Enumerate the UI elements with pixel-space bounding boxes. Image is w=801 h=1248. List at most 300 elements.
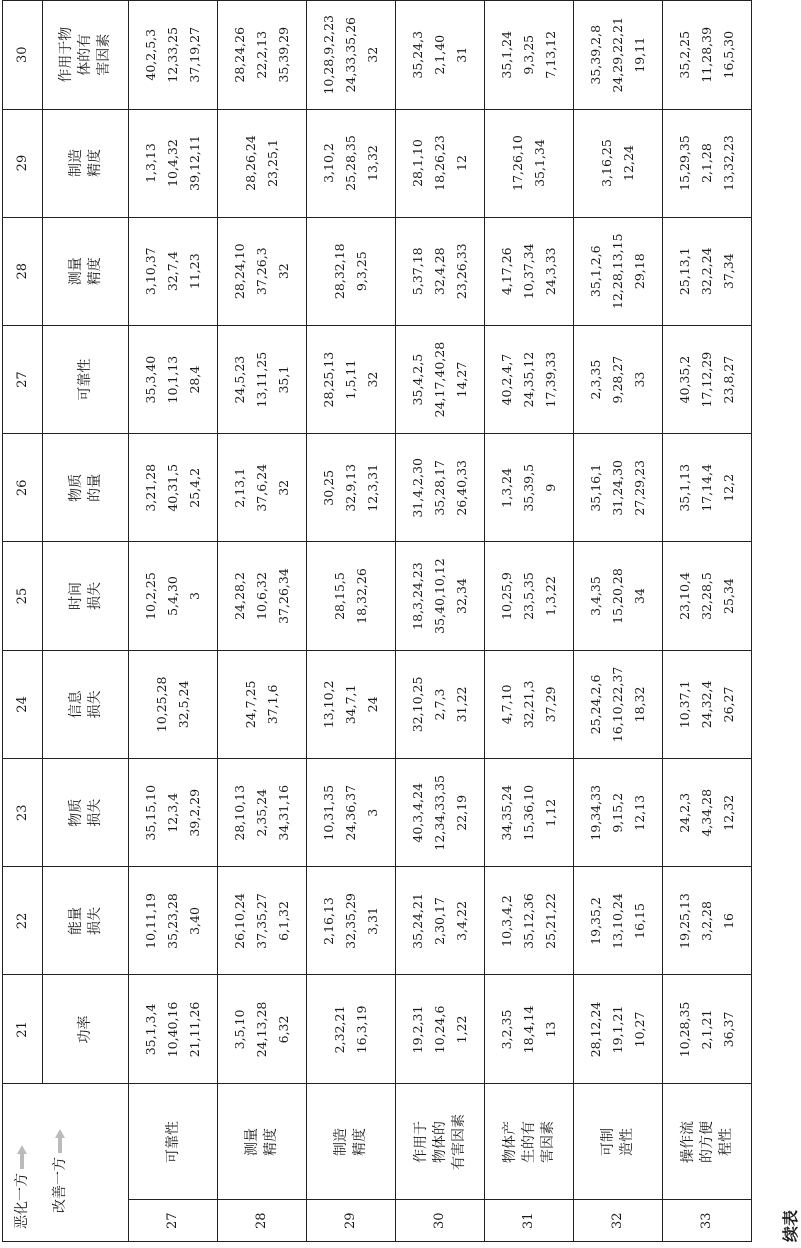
principle-list-line: 28,25,13 — [321, 351, 336, 408]
matrix-cell — [307, 325, 396, 433]
principle-list-line: 23,26,33 — [454, 243, 469, 300]
principle-list-line: 2,16,13 — [321, 897, 336, 945]
principle-list-line: 28,4 — [187, 365, 202, 394]
matrix-cell — [129, 217, 218, 325]
matrix-cell — [574, 975, 663, 1084]
principle-list-line: 32,34 — [454, 578, 469, 614]
principle-list-line: 18,32,26 — [354, 568, 369, 624]
parameter-name-line: 测量 — [67, 257, 84, 286]
principle-list-line: 2,1,40 — [432, 34, 447, 75]
principle-list-line: 27,29,23 — [632, 459, 647, 516]
parameter-name-line: 物体的 — [431, 1120, 448, 1163]
principle-list-line: 16,10,22,37 — [610, 666, 625, 743]
principle-list-line: 28,26,24 — [243, 135, 258, 191]
principle-list-line: 12,24 — [621, 145, 636, 181]
matrix-cell — [663, 759, 752, 867]
principle-list-line: 24,5,23 — [232, 355, 247, 404]
matrix-cell — [218, 217, 307, 325]
matrix-cell — [485, 650, 574, 758]
principle-list-line: 7,13,12 — [543, 30, 558, 79]
parameter-name-line: 的方便 — [698, 1120, 715, 1163]
principle-list-line: 19,1,21 — [610, 1005, 625, 1054]
principle-list-line: 19,25,13 — [677, 893, 692, 949]
matrix-cell — [663, 109, 752, 217]
column-parameter-name — [43, 109, 129, 217]
row-parameter-name — [574, 1084, 663, 1200]
principle-list-line: 13,10,2 — [321, 680, 336, 729]
matrix-cell — [396, 759, 485, 867]
principle-list-line: 35,16,1 — [588, 463, 603, 512]
principle-list-line: 3,40 — [187, 907, 202, 935]
matrix-cell — [574, 867, 663, 975]
principle-list-line: 30,25 — [321, 469, 336, 506]
principle-list-line: 34,31,16 — [276, 784, 291, 841]
principle-list-line: 25,34 — [721, 578, 736, 614]
matrix-cell — [485, 434, 574, 542]
principle-list-line: 13,11,25 — [254, 351, 269, 408]
principle-list-line: 3,31 — [365, 907, 380, 935]
row-parameter-name — [218, 1084, 307, 1200]
parameter-name-line: 精度 — [86, 257, 103, 286]
row-parameter-name — [663, 1084, 752, 1200]
principle-list-line: 37,1,6 — [265, 684, 280, 725]
principle-list-line: 10,2,25 — [143, 572, 158, 620]
principle-list-line: 35,39,2,8 — [588, 24, 603, 85]
principle-list-line: 32,21,3 — [521, 680, 536, 729]
principle-list-line: 10,24,6 — [432, 1005, 447, 1054]
principle-list-line: 19,11 — [632, 36, 647, 73]
principle-list-line: 34,7,1 — [343, 684, 358, 725]
principle-list-line: 3,5,10 — [232, 1009, 247, 1050]
principle-list-line: 10,27 — [632, 1011, 647, 1048]
principle-list-line: 9,3,25 — [354, 251, 369, 292]
principle-list-line: 3 — [187, 592, 202, 601]
principle-list-line: 10,31,35 — [321, 784, 336, 841]
column-number: 22 — [3, 867, 43, 975]
column-parameter-name — [43, 542, 129, 650]
principle-list-line: 25,13,1 — [677, 247, 692, 296]
principle-list-line: 6,32 — [276, 1015, 291, 1044]
principle-list-line: 35,24,3 — [410, 30, 425, 79]
column-parameter-name — [43, 759, 129, 867]
principle-list-line: 35,2,25 — [677, 30, 692, 79]
principle-list-line: 12,3,4 — [165, 792, 180, 833]
table-row — [307, 1, 396, 1242]
principle-list-line: 24,7,25 — [243, 680, 258, 729]
principle-list-line: 3,2,28 — [699, 901, 714, 941]
matrix-cell — [485, 867, 574, 975]
matrix-cell — [129, 542, 218, 650]
principle-list-line: 32 — [276, 479, 291, 496]
principle-list-line: 35,1,2,6 — [588, 245, 603, 298]
principle-list-line: 2,35,24 — [254, 788, 269, 837]
principle-list-line: 35,40,10,12 — [432, 558, 447, 634]
table-row — [129, 1, 218, 1242]
row-parameter-name — [485, 1084, 574, 1200]
parameter-name-line: 损失 — [86, 798, 103, 827]
parameter-name-line: 损失 — [86, 690, 103, 719]
principle-list-line: 35,28,17 — [432, 459, 447, 516]
principle-list-line: 4,17,26 — [499, 247, 514, 296]
principle-list-line: 3,10,2 — [321, 143, 336, 183]
principle-list-line: 37,35,27 — [254, 893, 269, 949]
matrix-cell — [218, 325, 307, 433]
principle-list-line: 24,28,2 — [232, 572, 247, 620]
matrix-cell — [485, 542, 574, 650]
improve-label: 改善一方 — [52, 1157, 68, 1213]
principle-list-line: 10,1,13 — [165, 355, 180, 404]
principle-list-line: 2,32,21 — [332, 1005, 347, 1054]
parameter-name-line: 信息 — [67, 690, 84, 719]
parameter-name-line: 物体产 — [501, 1120, 518, 1163]
principle-list-line: 12,13 — [632, 794, 647, 831]
row-number: 27 — [129, 1200, 218, 1242]
principle-list-line: 24,33,35,26 — [343, 17, 358, 93]
principle-list-line: 28,32,18 — [332, 243, 347, 300]
matrix-cell — [307, 434, 396, 542]
matrix-cell — [307, 975, 396, 1084]
matrix-cell — [218, 759, 307, 867]
principle-list-line: 1,3,24 — [499, 467, 514, 508]
principle-list-line: 12,28,13,15 — [610, 233, 625, 309]
principle-list-line: 37,26,3 — [254, 247, 269, 296]
principle-list-line: 31,24,30 — [610, 459, 625, 516]
matrix-cell — [574, 1, 663, 110]
row-parameter-name — [307, 1084, 396, 1200]
matrix-cell — [129, 867, 218, 975]
principle-list-line: 25,21,22 — [543, 893, 558, 949]
principle-list-line: 23,5,35 — [521, 572, 536, 620]
matrix-cell — [218, 542, 307, 650]
parameter-name-line: 功率 — [77, 1015, 93, 1044]
principle-list-line: 25,24,2,6 — [588, 674, 603, 735]
principle-list-line: 1,22 — [454, 1015, 469, 1044]
principle-list-line: 11,23 — [187, 253, 202, 290]
principle-list-line: 10,4,32 — [165, 139, 180, 187]
matrix-cell — [396, 650, 485, 758]
parameter-name-line: 制造 — [333, 1127, 349, 1156]
principle-list-line: 35,1,3,4 — [143, 1003, 158, 1056]
column-parameter-name — [43, 325, 129, 433]
principle-list-line: 5,37,18 — [410, 247, 425, 296]
principle-list-line: 13,32 — [365, 145, 380, 181]
parameter-name-line: 损失 — [86, 582, 103, 611]
principle-list-line: 32,4,28 — [432, 247, 447, 296]
principle-list-line: 3,16,25 — [599, 139, 614, 187]
principle-list-line: 24,35,12 — [521, 351, 536, 408]
principle-list-line: 32,7,4 — [165, 251, 180, 292]
principle-list-line: 28,24,26 — [232, 26, 247, 83]
principle-list-line: 1,3,22 — [543, 576, 558, 616]
principle-list-line: 9,15,2 — [610, 792, 625, 833]
matrix-cell — [574, 759, 663, 867]
principle-list-line: 35,23,28 — [165, 893, 180, 949]
matrix-cell — [485, 217, 574, 325]
principle-list-line: 17,26,10 — [510, 135, 525, 191]
principle-list-line: 35,39,5 — [521, 463, 536, 512]
principle-list-line: 3,4,22 — [454, 901, 469, 941]
principle-list-line: 24,36,37 — [343, 784, 358, 841]
principle-list-line: 10,28,35 — [677, 1001, 692, 1058]
principle-list-line: 19,34,33 — [588, 784, 603, 841]
principle-list-line: 5,4,30 — [165, 576, 180, 616]
principle-list-line: 35,1 — [276, 365, 291, 394]
matrix-cell — [663, 867, 752, 975]
matrix-cell — [663, 542, 752, 650]
principle-list-line: 11,28,39 — [699, 26, 714, 83]
parameter-name-line: 物质 — [67, 798, 84, 827]
principle-list-line: 23,10,4 — [677, 572, 692, 620]
column-number: 27 — [3, 325, 43, 433]
row-number: 29 — [307, 1200, 396, 1242]
principle-list-line: 1,12 — [543, 798, 558, 827]
arrow-right-icon — [17, 1145, 27, 1169]
matrix-cell — [574, 542, 663, 650]
principle-list-line: 3,10,37 — [143, 247, 158, 296]
principle-list-line: 40,31,5 — [165, 463, 180, 512]
principle-list-line: 32 — [365, 46, 380, 63]
row-parameter-name — [396, 1084, 485, 1200]
parameter-name-line: 体的有 — [77, 33, 93, 76]
principle-list-line: 15,29,35 — [677, 135, 692, 191]
principle-list-line: 24,29,22,21 — [610, 17, 625, 93]
column-number: 29 — [3, 109, 43, 217]
principle-list-line: 37,34 — [721, 253, 736, 290]
principle-list-line: 10,37,1 — [677, 680, 692, 729]
parameter-name-line: 可靠性 — [77, 358, 93, 401]
column-number: 30 — [3, 1, 43, 110]
principle-list-line: 32,10,25 — [410, 676, 425, 733]
principle-list-line: 33 — [632, 371, 647, 388]
parameter-name-line: 的量 — [86, 473, 103, 502]
parameter-name-line: 作用于 — [412, 1120, 429, 1163]
principle-list-line: 16 — [721, 913, 736, 929]
principle-list-line: 40,2,5,3 — [143, 28, 158, 81]
matrix-cell — [396, 217, 485, 325]
row-number: 28 — [218, 1200, 307, 1242]
parameter-name-line: 制造 — [67, 149, 84, 178]
principle-list-line: 24 — [365, 696, 380, 713]
parameter-name-line: 测量 — [244, 1127, 260, 1156]
column-number: 25 — [3, 542, 43, 650]
column-parameter-name — [43, 650, 129, 758]
matrix-cell — [574, 650, 663, 758]
principle-list-line: 25,28,35 — [343, 135, 358, 191]
principle-list-line: 9 — [543, 483, 558, 492]
parameter-name-line: 生的有 — [520, 1120, 537, 1163]
matrix-cell — [307, 109, 396, 217]
parameter-name-line: 损失 — [86, 906, 103, 935]
principle-list-line: 37,6,24 — [254, 463, 269, 512]
principle-list-line: 32 — [276, 263, 291, 280]
column-parameter-name — [43, 975, 129, 1084]
principle-list-line: 34,35,24 — [499, 784, 514, 841]
principle-list-line: 40,2,4,7 — [499, 353, 514, 406]
parameter-name-line: 有害因素 — [450, 1113, 467, 1170]
principle-list-line: 9,28,27 — [610, 355, 625, 404]
matrix-cell — [129, 759, 218, 867]
principle-list-line: 31,22 — [454, 686, 469, 723]
matrix-cell — [307, 542, 396, 650]
principle-list-line: 19,35,2 — [588, 897, 603, 945]
matrix-cell — [218, 109, 307, 217]
principle-list-line: 35,12,36 — [521, 893, 536, 949]
principle-list-line: 3,21,28 — [143, 463, 158, 512]
principle-list-line: 2,30,17 — [432, 897, 447, 945]
column-parameter-name — [43, 867, 129, 975]
matrix-cell — [129, 975, 218, 1084]
principle-list-line: 13,10,24 — [610, 893, 625, 949]
principle-list-line: 31 — [454, 46, 469, 63]
table-row — [485, 1, 574, 1242]
column-parameter-name — [43, 217, 129, 325]
principle-list-line: 10,6,32 — [254, 572, 269, 620]
parameter-name-line: 作用于物 — [58, 26, 74, 83]
principle-list-line: 1,5,11 — [343, 359, 358, 400]
parameter-name-line: 可靠性 — [164, 1120, 181, 1163]
matrix-cell — [396, 434, 485, 542]
matrix-cell — [396, 109, 485, 217]
parameter-name-line: 害因素 — [539, 1120, 556, 1163]
principle-list-line: 16,3,19 — [354, 1005, 369, 1054]
principle-list-line: 28,12,24 — [588, 1001, 603, 1058]
principle-list-line: 21,11,26 — [187, 1001, 202, 1058]
matrix-cell — [307, 217, 396, 325]
matrix-cell — [218, 434, 307, 542]
principle-list-line: 28,24,10 — [232, 243, 247, 300]
matrix-cell — [129, 109, 218, 217]
row-number: 32 — [574, 1200, 663, 1242]
principle-list-line: 22,2,13 — [254, 30, 269, 79]
principle-list-line: 2,1,28 — [699, 143, 714, 183]
matrix-cell — [485, 325, 574, 433]
matrix-cell — [307, 759, 396, 867]
column-parameter-name — [43, 1, 129, 110]
principle-list-line: 34 — [632, 588, 647, 604]
principle-list-line: 18,26,23 — [432, 135, 447, 191]
principle-list-line: 32,9,13 — [343, 463, 358, 512]
matrix-cell — [663, 975, 752, 1084]
matrix-cell — [307, 1, 396, 110]
principle-list-line: 1,3,13 — [143, 143, 158, 183]
matrix-cell — [485, 1, 574, 110]
matrix-cell — [485, 759, 574, 867]
principle-list-line: 16,15 — [632, 903, 647, 939]
principle-list-line: 17,14,4 — [699, 463, 714, 512]
principle-list-line: 32,28,5 — [699, 572, 714, 620]
principle-list-line: 26,10,24 — [232, 893, 247, 949]
principle-list-line: 13,32,23 — [721, 135, 736, 191]
principle-list-line: 35,39,29 — [276, 26, 291, 83]
principle-list-line: 12 — [454, 155, 469, 171]
principle-list-line: 35,1,34 — [532, 139, 547, 187]
principle-list-line: 37,26,34 — [276, 568, 291, 624]
parameter-name-line: 造性 — [619, 1127, 635, 1156]
matrix-cell — [663, 217, 752, 325]
principle-list-line: 28,15,5 — [332, 572, 347, 620]
principle-list-line: 22,19 — [454, 794, 469, 831]
principle-list-line: 26,40,33 — [454, 459, 469, 516]
matrix-cell — [218, 650, 307, 758]
principle-list-line: 10,37,34 — [521, 243, 536, 300]
principle-list-line: 14,27 — [454, 361, 469, 398]
table-row — [396, 1, 485, 1242]
principle-list-line: 2,7,3 — [432, 688, 447, 721]
principle-list-line: 37,19,27 — [187, 26, 202, 83]
principle-list-line: 24,17,40,28 — [432, 341, 447, 418]
principle-list-line: 40,3,4,24 — [410, 782, 425, 843]
principle-list-line: 2,1,21 — [699, 1009, 714, 1050]
principle-list-line: 12,3,31 — [365, 463, 380, 512]
principle-list-line: 17,39,33 — [543, 351, 558, 408]
principle-list-line: 10,3,4,2 — [499, 895, 514, 947]
principle-list-line: 16,5,30 — [721, 30, 736, 79]
principle-list-line: 26,27 — [721, 686, 736, 723]
principle-list-line: 10,25,9 — [499, 572, 514, 620]
matrix-cell — [396, 542, 485, 650]
continued-table-label: 续表 — [781, 1209, 800, 1242]
principle-list-line: 31,4,2,30 — [410, 458, 425, 518]
principle-list-line: 4,34,28 — [699, 788, 714, 837]
principle-list-line: 18,4,14 — [521, 1005, 536, 1054]
matrix-cell — [574, 217, 663, 325]
matrix-cell — [663, 434, 752, 542]
table-row — [218, 1, 307, 1242]
parameter-name-line: 程性 — [717, 1127, 734, 1156]
worsen-label: 恶化一方 — [14, 1173, 30, 1229]
principle-list-line: 25,4,2 — [187, 467, 202, 508]
row-number: 31 — [485, 1200, 574, 1242]
parameter-name-line: 害因素 — [96, 33, 112, 76]
principle-list-line: 32,2,24 — [699, 247, 714, 296]
parameter-name-line: 时间 — [67, 582, 84, 611]
column-number: 26 — [3, 434, 43, 542]
principle-list-line: 32,5,24 — [176, 680, 191, 729]
principle-list-line: 3,2,35 — [499, 1009, 514, 1050]
column-number: 28 — [3, 217, 43, 325]
matrix-cell — [396, 325, 485, 433]
principle-list-line: 35,3,40 — [143, 355, 158, 404]
principle-list-line: 10,25,28 — [154, 676, 169, 733]
principle-list-line: 35,4,2,5 — [410, 353, 425, 406]
principle-list-line: 32,35,29 — [343, 893, 358, 949]
row-number: 30 — [396, 1200, 485, 1242]
arrow-right-icon — [55, 1129, 65, 1153]
principle-list-line: 17,12,29 — [699, 351, 714, 408]
matrix-cell — [574, 434, 663, 542]
column-parameter-name — [43, 434, 129, 542]
matrix-cell — [574, 109, 663, 217]
principle-list-line: 23,8,27 — [721, 355, 736, 404]
principle-list-line: 12,32 — [721, 794, 736, 831]
principle-list-line: 12,2 — [721, 473, 736, 502]
matrix-cell — [129, 650, 218, 758]
principle-list-line: 3,4,35 — [588, 576, 603, 616]
principle-list-line: 36,37 — [721, 1011, 736, 1048]
principle-list-line: 12,33,25 — [165, 26, 180, 83]
matrix-cell — [485, 975, 574, 1084]
matrix-cell — [396, 867, 485, 975]
principle-list-line: 37,29 — [543, 686, 558, 723]
principle-list-line: 28,10,13 — [232, 784, 247, 841]
principle-list-line: 10,40,16 — [165, 1001, 180, 1058]
contradiction-matrix-table — [2, 0, 752, 1242]
principle-list-line: 35,1,13 — [677, 463, 692, 512]
principle-list-line: 2,3,35 — [588, 359, 603, 400]
matrix-cell — [663, 650, 752, 758]
parameter-name-line: 精度 — [263, 1127, 279, 1156]
principle-list-line: 24,32,4 — [699, 680, 714, 729]
